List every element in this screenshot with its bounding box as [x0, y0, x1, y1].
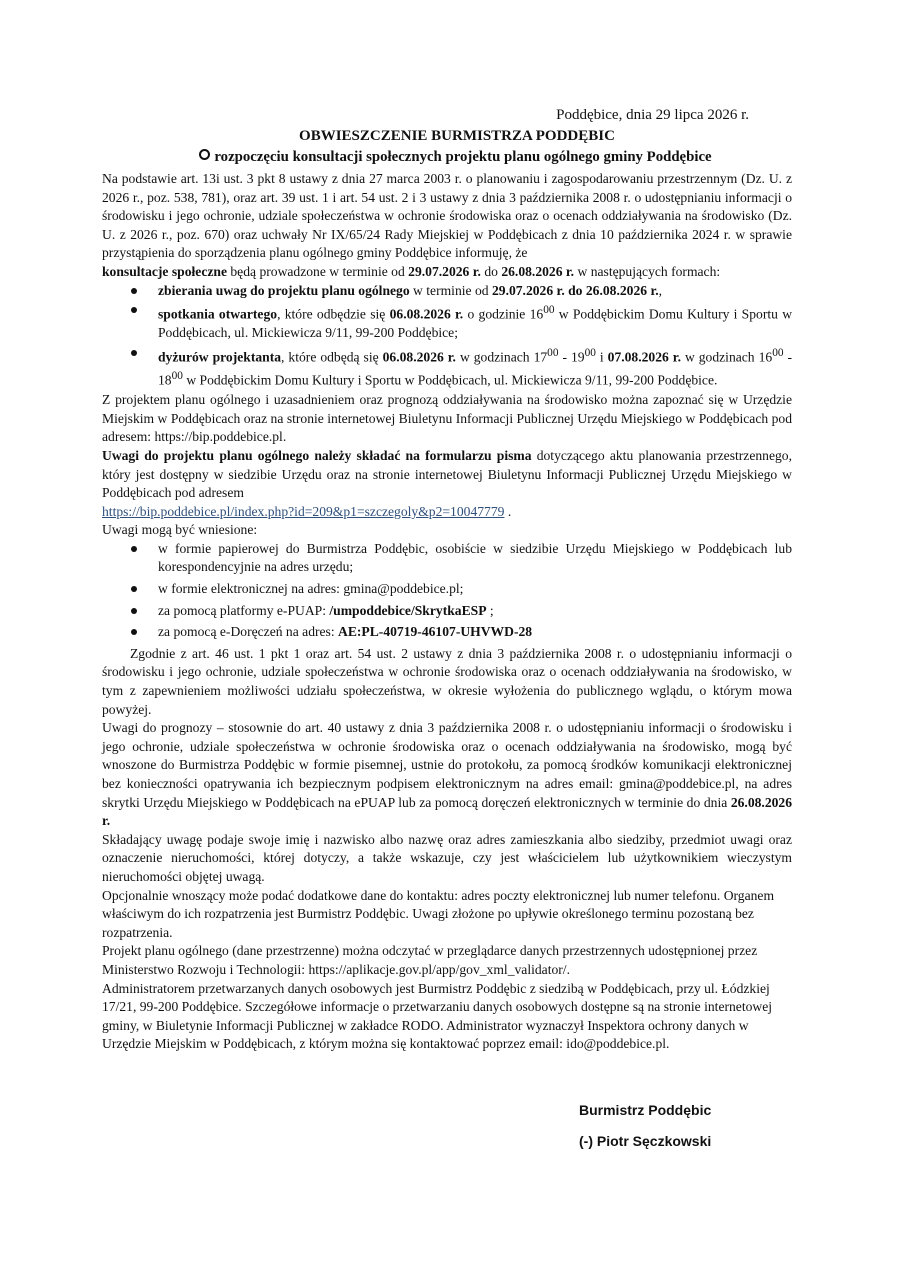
document-title: OBWIESZCZENIE BURMISTRZA PODDĘBIC [299, 128, 615, 144]
form-link-tail: . [504, 503, 512, 519]
submission-item-4: za pomocą e-Doręczeń na adres: [158, 624, 339, 640]
form-item-2-time: o godzinie 16 [463, 306, 544, 322]
form-item-3-sup-4: 00 [171, 370, 183, 382]
form-item-3-time-1: w godzinach 17 [455, 349, 548, 365]
list-item [102, 282, 792, 301]
prognosis-paragraph [102, 719, 792, 831]
form-item-3-time-2: - 19 [558, 349, 585, 365]
form-item-1-bold: zbierania uwag do projektu planu ogólnego [158, 282, 410, 298]
form-item-3-bold: dyżurów projektanta [158, 349, 282, 365]
forms-lead-text-3: w następujących formach: [574, 263, 721, 279]
submission-item-3-tail: ; [486, 602, 494, 618]
form-item-2-date: 06.08.2026 r. [389, 306, 464, 322]
form-item-2-sup: 00 [543, 304, 555, 317]
bullet-icon [131, 586, 137, 592]
form-info-bold: Uwagi do projektu planu ogólnego należy składać na formularzu pisma [102, 447, 532, 463]
list-item [102, 623, 792, 642]
list-item [102, 344, 792, 390]
form-item-1-text: w terminie od [409, 282, 492, 298]
form-item-3-place: w Poddębickim Domu Kultury i Sportu w Poddębicach, ul. Mickiewicza 9/11, 99-200 Poddębice. [182, 372, 718, 388]
form-info-text: dotyczącego aktu planowania przestrzennego, który jest dostępny w siedzibie Urzędu oraz na stronie internetowej Biuletynu Informacji Publicznej Urzędu Miejskiego w Poddębicach pod adresem [102, 447, 792, 501]
bullet-icon [131, 546, 137, 552]
document-body [102, 104, 792, 1054]
forms-lead [102, 263, 792, 282]
optional-contact-paragraph: Opcjonalnie wnoszący może podać dodatkowe dane do kontaktu: adres poczty elektronicznej lub numer telefonu. Organem właściwym do ich rozpatrzenia jest Burmistrz Poddębic. Uwagi złożone po upływie określonego terminu pozostaną bez rozpatrzenia. [102, 887, 775, 940]
project-info-paragraph: Z projektem planu ogólnego i uzasadnieniem oraz prognozą oddziaływania na środowisko można zapoznać się w Urzędzie Miejskim w Poddębicach oraz na stronie internetowej Biuletynu Informacji Publicznej Urzędu Miejskiego w Poddębicach pod adresem: https://bip.poddebice.pl. [102, 392, 792, 445]
submission-item-1: w formie papierowej do Burmistrza Poddębic, osobiście w siedzibie Urzędu Miejskiego w Poddębicach lub korespondencyjnie na adres urzędu; [158, 540, 792, 575]
epuap-address: /umpoddebice/SkrytkaESP [329, 602, 487, 618]
circle-bullet-icon [199, 149, 210, 160]
bullet-icon [131, 307, 137, 313]
bullet-icon [131, 350, 137, 356]
list-item [102, 602, 792, 621]
art46-paragraph: Zgodnie z art. 46 ust. 1 pkt 1 oraz art. 54 ust. 2 ustawy z dnia 3 października 2008 r. o udostępnianiu informacji o środowisku i jego ochronie, udziale społeczeństwa w ochronie środowiska oraz o ocenach oddziaływania na środowisko, w tym z zapewnieniem możliwości udziału społeczeństwa, w okresie wyłożenia do publicznego wglądu, o którym mowa powyżej. [102, 645, 792, 717]
form-item-3-and: i [595, 349, 608, 365]
submitter-paragraph: Składający uwagę podaje swoje imię i nazwisko albo nazwę oraz adres zamieszkania albo siedziby, przedmiot uwagi oraz oznaczenie nieruchomości, której dotyczy, a także wskazuje, czy jest właścicielem lub użytkownikiem wieczystym nieruchomości objętej uwagą. [102, 831, 792, 884]
prognosis-deadline: 26.08.2026 r. [102, 794, 792, 829]
signature-name: (-) Piotr Sęczkowski [579, 1133, 712, 1149]
form-item-1-dates: 29.07.2026 r. do 26.08.2026 r. [491, 282, 659, 298]
bullet-icon [131, 629, 137, 635]
form-item-3-text: , które odbędą się [281, 349, 383, 365]
forms-lead-text-2: do [480, 263, 502, 279]
form-link-line [102, 503, 792, 522]
bullet-icon [131, 608, 137, 614]
prognosis-text: Uwagi do prognozy – stosownie do art. 40 ustawy z dnia 3 października 2008 r. o udostępnianiu informacji o środowisku i jego ochronie, udziale społeczeństwa w ochronie środowiska oraz o ocenach oddziaływania na środowisko, mogą być wnoszone do Burmistrza Poddębic w formie pisemnej, ustnie do protokołu, za pomocą środków komunikacji elektronicznej bez konieczności opatrywania ich bezpiecznym podpisem elektronicznym na adres email: gmina@poddebice.pl, na adres skrytki Urzędu Miejskiego w Poddębicach na ePUAP lub za pomocą doręczeń elektronicznych w terminie do dnia [102, 720, 792, 810]
spatial-data-paragraph: Projekt planu ogólnego (dane przestrzenne) można odczytać w przeglądarce danych przestrzennych udostępnionej przez Ministerstwo Rozwoju i Technologii: https://aplikacje.gov.pl/app/gov_xml_validator/. [102, 943, 758, 977]
form-item-3-sup-2: 00 [584, 346, 596, 359]
bullet-icon [131, 288, 137, 294]
form-item-2-text: , które odbędzie się [277, 306, 390, 322]
form-info-paragraph [102, 447, 792, 503]
form-item-3-sup-1: 00 [547, 346, 559, 359]
submission-item-3: za pomocą platformy e-PUAP: [158, 602, 330, 618]
forms-lead-start-date: 29.07.2026 r. [408, 263, 481, 279]
form-item-3-sup-3: 00 [772, 346, 784, 359]
form-item-3-time-3: w godzinach 16 [680, 349, 773, 365]
forms-lead-text-1: będą prowadzone w terminie od [226, 263, 409, 279]
form-item-3-date-1: 06.08.2026 r. [382, 349, 456, 365]
list-item [102, 301, 792, 343]
forms-lead-end-date: 26.08.2026 r. [501, 263, 575, 279]
intro-paragraph: Na podstawie art. 13i ust. 3 pkt 8 ustawy z dnia 27 marca 2003 r. o planowaniu i zagospodarowaniu przestrzennym (Dz. U. z 2026 r., poz. 538, 781), oraz art. 39 ust. 1 i art. 54 ust. 2 i 3 ustawy z dnia 3 października 2008 r. o udostępnianiu informacji o środowisku i jego ochronie, udziale społeczeństwa w ochronie środowiska oraz o ocenach oddziaływania na środowisko (Dz. U. z 2026 r., poz. 670) oraz uchwały Nr IX/65/24 Rady Miejskiej w Poddębicach z dnia 10 października 2024 r. w sprawie przystąpienia do sporządzenia planu ogólnego gminy Poddębice informuję, że [102, 171, 792, 261]
consultation-forms-list [102, 282, 792, 391]
forms-lead-bold-1: konsultacje społeczne [102, 263, 227, 279]
submission-methods-list [102, 540, 792, 642]
form-item-3-time-4: - 18 [158, 349, 793, 388]
signature-role: Burmistrz Poddębic [579, 1102, 712, 1118]
list-item [102, 540, 792, 577]
rodo-paragraph: Administratorem przetwarzanych danych osobowych jest Burmistrz Poddębic z siedzibą w Poddębicach, przy ul. Łódzkiej 17/21, 99-200 Poddębice. Szczegółowe informacje o przetwarzaniu danych osobowych dostępne są na stronie internetowej gminy, w Biuletynie Informacji Publicznej w zakładce RODO. Administrator wyznaczył Inspektora ochrony danych w Urzędzie Miejskim w Poddębicach, z którym można się kontaktować poprzez email: ido@poddebice.pl. [102, 980, 773, 1052]
form-item-1-tail: , [658, 282, 663, 298]
list-item [102, 580, 792, 599]
subtitle-text: rozpoczęciu konsultacji społecznych projektu planu ogólnego gminy Poddębice [214, 149, 712, 165]
form-item-3-date-2: 07.08.2026 r. [607, 349, 681, 365]
submission-lead: Uwagi mogą być wniesione: [102, 522, 258, 538]
document-date: Poddębice, dnia 29 lipca 2026 r. [556, 107, 749, 123]
submission-item-2: w formie elektronicznej na adres: gmina@poddebice.pl; [158, 581, 464, 597]
bip-form-link[interactable]: https://bip.poddebice.pl/index.php?id=209&p1=szczegoly&p2=10047779 [102, 503, 505, 519]
form-item-2-bold: spotkania otwartego [158, 306, 278, 322]
edoreczenia-address: AE:PL-40719-46107-UHVWD-28 [338, 624, 533, 640]
document-subtitle [119, 146, 792, 168]
form-item-2-place: w Poddębickim Domu Kultury i Sportu w Poddębicach, ul. Mickiewicza 9/11, 99-200 Poddębice; [158, 306, 793, 341]
